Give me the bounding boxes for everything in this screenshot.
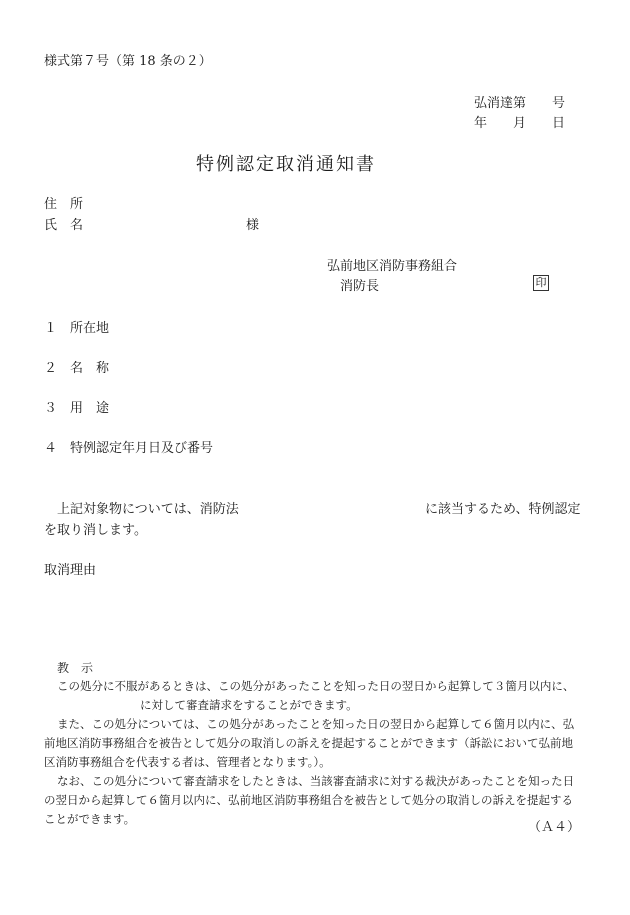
name-label: 氏 名 xyxy=(44,218,84,233)
reference-number: 弘消達第 号 xyxy=(474,96,566,111)
address-label: 住 所 xyxy=(44,197,84,212)
item-name: ２ 名 称 xyxy=(44,361,110,376)
issuer-position: 消防長 xyxy=(340,279,380,294)
body-text-line2: を取り消します。 xyxy=(44,523,147,538)
instruction-line: ことができます。 xyxy=(44,812,136,826)
body-text-end: に該当するため、特例認定 xyxy=(425,502,581,517)
instruction-heading: 教 示 xyxy=(57,661,94,675)
document-title: 特例認定取消通知書 xyxy=(196,154,376,175)
honorific: 様 xyxy=(246,218,260,233)
instruction-line: 前地区消防事務組合を被告として処分の取消しの訴えを提起することができます（訴訟において弘前地 xyxy=(44,736,573,750)
seal-mark: 印 xyxy=(533,275,549,291)
reason-label: 取消理由 xyxy=(44,563,97,578)
item-use: ３ 用 途 xyxy=(44,401,110,416)
instruction-line: この処分に不服があるときは、この処分があったことを知った日の翌日から起算して３箇月以内に、 xyxy=(57,679,575,693)
item-location: １ 所在地 xyxy=(44,321,110,336)
paper-size: （Ａ４） xyxy=(528,820,581,835)
instruction-line: 区消防事務組合を代表する者は、管理者となります。）。 xyxy=(44,755,331,769)
item-certification-date: ４ 特例認定年月日及び番号 xyxy=(44,441,214,456)
instruction-line: に対して審査請求をすることができます。 xyxy=(140,698,358,712)
issue-date: 年 月 日 xyxy=(474,116,566,131)
instruction-line: なお、この処分について審査請求をしたときは、当該審査請求に対する裁決があったことを知った日 xyxy=(57,774,575,788)
instruction-line: の翌日から起算して６箇月以内に、弘前地区消防事務組合を被告として処分の取消しの訴えを提起する xyxy=(44,793,573,807)
body-text-start: 上記対象物については、消防法 xyxy=(57,502,239,517)
form-number: 様式第７号（第 18 条の２） xyxy=(44,54,212,69)
instruction-text xyxy=(44,677,596,829)
issuer-organization: 弘前地区消防事務組合 xyxy=(327,259,458,274)
instruction-line: また、この処分については、この処分があったことを知った日の翌日から起算して６箇月以内に、弘 xyxy=(57,717,575,731)
